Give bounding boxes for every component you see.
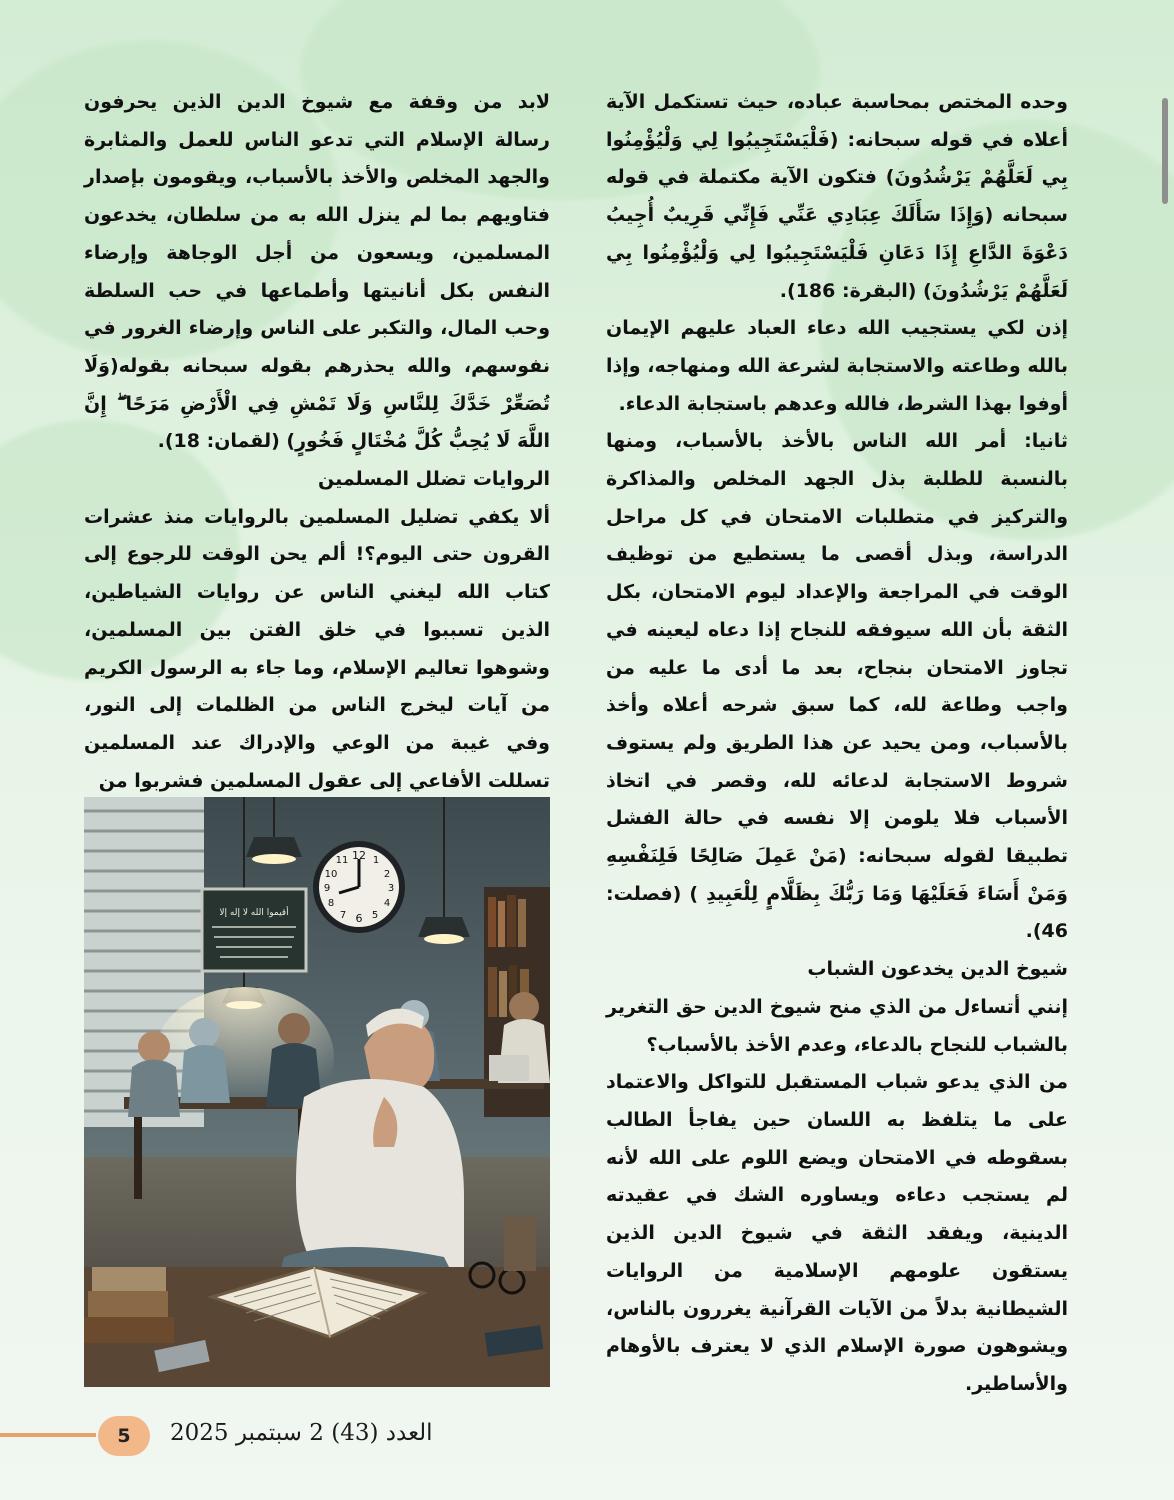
issue-label: العدد (43) 2 سبتمبر 2025 xyxy=(170,1420,433,1446)
board-text: أقيموا الله لا إله إلا xyxy=(219,908,289,918)
clock-number: 8 xyxy=(327,898,335,909)
section-heading: شيوخ الدين يخدعون الشباب xyxy=(807,958,1068,981)
clock-number: 12 xyxy=(352,849,366,862)
section-heading: الروايات تضلل المسلمين xyxy=(317,468,550,491)
clock-number: 11 xyxy=(335,855,349,866)
paragraph: ثانيا: أمر الله الناس بالأخذ بالأسباب، ومنها بالنسبة للطلبة بذل الجهد المخلص والمذاكرة والتركيز في متطلبات الامتحان في كل مراحل الدراسة، وبذل أقصى ما يستطيع من توظيف الوقت في المراجعة والإعداد ليوم الامتحان، بكل الثقة بأن الله سيوفقه للنجاح إذا دعاه ليعينه في تجاوز الامتحان بنجاح، بعد ما أدى ما عليه من واجب وطاعة لله، كما سبق شرحه أعلاه وأخذ بالأسباب، ومن يحيد عن هذا الطريق ولم يستوف شروط الاستجابة لدعائه لله، وقصر في اتخاذ الأسباب فلا يلومن إلا نفسه في حالة الفشل تطبيقا لقوله سبحانه: (مَنْ عَمِلَ صَالِحًا فَلِنَفْسِهِ وَمَنْ أَسَاءَ فَعَلَيْهَا وَمَا رَبُّكَ بِظَلَّامٍ لِلْعَبِيدِ ) (فصلت: 46). xyxy=(606,430,1068,943)
clock-number: 1 xyxy=(372,855,380,866)
article-column-right xyxy=(606,84,1068,1404)
wall-board xyxy=(202,889,306,971)
clock-number: 2 xyxy=(383,869,391,880)
paragraph: وحده المختص بمحاسبة عباده، حيث تستكمل الآية أعلاه في قوله سبحانه: (فَلْيَسْتَجِيبُوا لِي وَلْيُؤْمِنُوا بِي لَعَلَّهُمْ يَرْشُدُونَ) فتكون الآية مكتملة في قوله سبحانه (وَإِذَا سَأَلَكَ عِبَادِي عَنِّي فَإِنِّي قَرِيبٌ أُجِيبُ دَعْوَةَ الدَّاعِ إِذَا دَعَانِ فَلْيَسْتَجِيبُوا لِي وَلْيُؤْمِنُوا بِي لَعَلَّهُمْ يَرْشُدُونَ) (البقرة: 186). xyxy=(606,91,1068,302)
paragraph: إنني أتساءل من الذي منح شيوخ الدين حق التغرير بالشباب للنجاح بالدعاء، وعدم الأخذ بالأسباب؟ xyxy=(606,995,1068,1056)
clock-number: 10 xyxy=(324,869,338,880)
paragraph: ألا يكفي تضليل المسلمين بالروايات منذ عشرات القرون حتى اليوم؟! ألم يحن الوقت للرجوع إلى كتاب الله ليغني الناس عن روايات الشياطين، الذين تسببوا في خلق الفتن بين المسلمين، وشوهوا تعاليم الإسلام، وما جاء به الرسول الكريم من آيات ليخرج الناس من الظلمات إلى النور، وفي غيبة من الوعي والإدراك عند المسلمين تسللت الأفاعي إلى عقول المسلمين فشربوا من xyxy=(84,505,550,792)
paragraph: لابد من وقفة مع شيوخ الدين الذين يحرفون رسالة الإسلام التي تدعو الناس للعمل والمثابرة والجهد المخلص والأخذ بالأسباب، ويقومون بإصدار فتاويهم بما لم ينزل الله به من سلطان، يخدعون المسلمين، ويسعون من أجل الوجاهة وإرضاء النفس بكل أنانيتها وأطماعها في حب السلطة وحب المال، والتكبر على الناس وإرضاء الغرور في نفوسهم، والله يحذرهم بقوله سبحانه بقوله(وَلَا تُصَعِّرْ خَدَّكَ لِلنَّاسِ وَلَا تَمْشِ فِي الْأَرْضِ مَرَحًا ۖ إِنَّ اللَّهَ لَا يُحِبُّ كُلَّ مُخْتَالٍ فَخُورٍ) (لقمان: 18). xyxy=(84,91,550,453)
article-column-left xyxy=(84,84,550,800)
paragraph: من الذي يدعو شباب المستقبل للتواكل والاعتماد على ما يتلفظ به اللسان حين يفاجأ الطالب بسقوطه في الامتحان ويضع اللوم على الله لأنه لم يستجب دعاءه ويساوره الشك في عقيدته الدينية، ويفقد الثقة في شيوخ الدين الذين يستقون علومهم الإسلامية من الروايات الشيطانية بدلاً من الآيات القرآنية يغررون بالناس، ويشوهون صورة الإسلام الذي لا يعترف بالأوهام والأساطير. xyxy=(606,1071,1068,1395)
scrollbar[interactable] xyxy=(1162,98,1168,204)
clock-number: 4 xyxy=(383,898,391,909)
page-footer xyxy=(0,1410,1174,1460)
clock-number: 5 xyxy=(371,910,379,921)
footer-accent-line xyxy=(0,1433,96,1437)
illustration-scene xyxy=(84,797,550,1387)
clock-number: 9 xyxy=(323,883,331,894)
clock-number: 6 xyxy=(355,912,363,925)
paragraph: إذن لكي يستجيب الله دعاء العباد عليهم الإيمان بالله وطاعته والاستجابة لشرعة الله ومنهاجه، وإذا أوفوا بهذا الشرط، فالله وعدهم باستجابة الدعاء. xyxy=(606,317,1068,415)
article-illustration xyxy=(84,797,550,1387)
clock-number: 7 xyxy=(339,910,347,921)
page-number-badge: 5 xyxy=(98,1416,150,1456)
wall-clock xyxy=(313,841,405,933)
clock-number: 3 xyxy=(387,883,395,894)
